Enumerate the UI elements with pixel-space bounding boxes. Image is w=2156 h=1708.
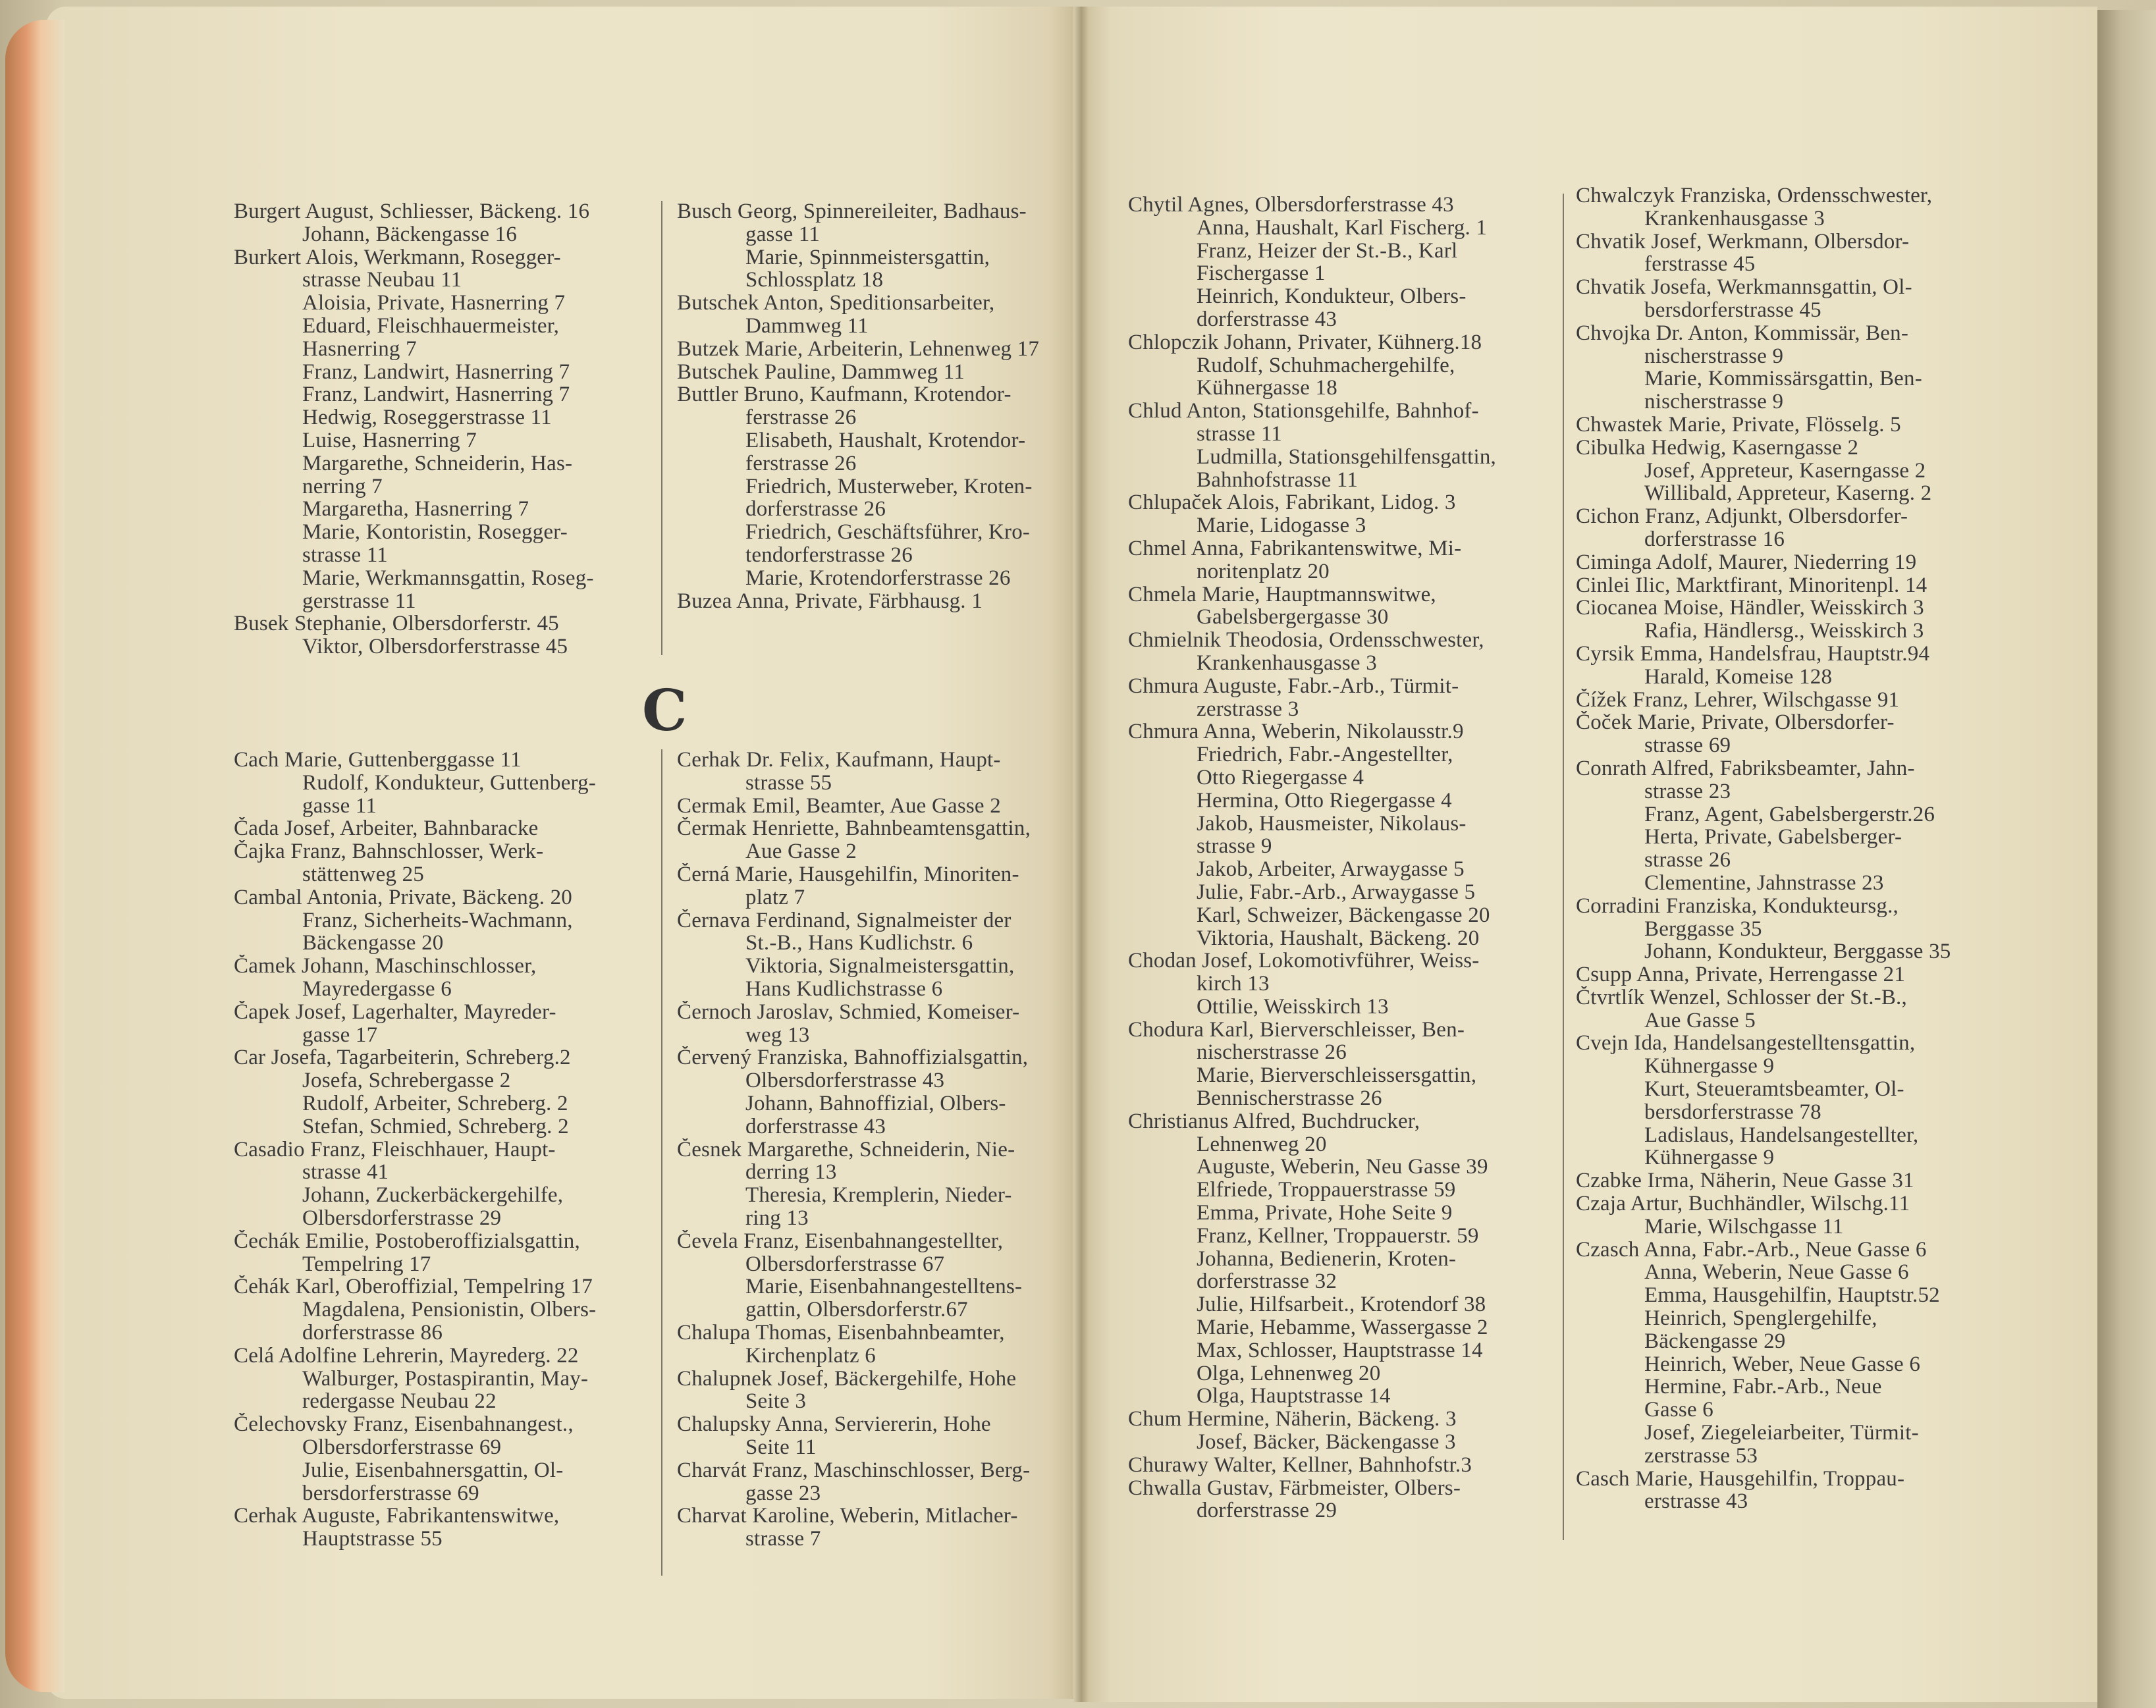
directory-entry-continuation: Anna, Weberin, Neue Gasse 6 [1644,1261,1909,1285]
directory-entry: Busek Stephanie, Olbersdorferstr. 45 [234,612,559,636]
directory-entry-continuation: zerstrasse 53 [1644,1444,1758,1468]
directory-entry-continuation: gasse 11 [302,794,377,818]
directory-entry-continuation: Elisabeth, Haushalt, Krotendor- [745,429,1026,452]
directory-entry: Čermak Henriette, Bahnbeamtensgattin, [677,817,1031,841]
directory-entry-continuation: Emma, Private, Hohe Seite 9 [1197,1202,1453,1225]
section-letter: C [642,678,687,744]
directory-entry: Čapek Josef, Lagerhalter, Mayreder- [234,1000,556,1024]
directory-entry: Čehák Karl, Oberoffizial, Tempelring 17 [234,1275,593,1299]
directory-entry-continuation: Viktor, Olbersdorferstrasse 45 [302,635,568,658]
directory-entry-continuation: Bäckengasse 29 [1644,1329,1786,1353]
directory-entry: Chlupaček Alois, Fabrikant, Lidog. 3 [1128,491,1456,515]
directory-entry: Chlud Anton, Stationsgehilfe, Bahnhof- [1128,400,1479,423]
directory-entry: Čoček Marie, Private, Olbersdorfer- [1576,711,1895,735]
directory-entry-continuation: Hedwig, Roseggerstrasse 11 [302,406,552,429]
directory-entry-continuation: Clementine, Jahnstrasse 23 [1644,871,1884,895]
directory-entry-continuation: Franz, Landwirt, Hasnerring 7 [302,360,570,384]
directory-entry-continuation: Herta, Private, Gabelsberger- [1644,826,1902,849]
directory-entry-continuation: Viktoria, Haushalt, Bäckeng. 20 [1197,926,1480,950]
directory-entry-continuation: Marie, Krotendorferstrasse 26 [745,566,1011,590]
directory-entry-continuation: Johanna, Bedienerin, Kroten- [1197,1247,1457,1271]
directory-entry-continuation: nischerstrasse 9 [1644,390,1784,414]
directory-entry-continuation: Julie, Fabr.-Arb., Arwaygasse 5 [1197,880,1476,904]
directory-entry-continuation: gerstrasse 11 [302,589,416,613]
directory-entry-continuation: strasse 41 [302,1161,389,1185]
directory-entry-continuation: strasse 11 [1197,422,1283,446]
directory-entry: Čelechovsky Franz, Eisenbahnangest., [234,1413,574,1436]
column-1 [234,200,655,658]
directory-entry: Chwastek Marie, Private, Flösselg. 5 [1576,413,1901,437]
directory-entry-continuation: Kurt, Steueramtsbeamter, Ol- [1644,1078,1904,1101]
directory-entry: Chmel Anna, Fabrikantenswitwe, Mi- [1128,537,1462,560]
directory-entry-continuation: stättenweg 25 [302,863,424,886]
directory-entry-continuation: platz 7 [745,886,805,909]
directory-entry: Chalupa Thomas, Eisenbahnbeamter, [677,1321,1005,1345]
directory-entry-continuation: Josef, Appreteur, Kaserngasse 2 [1644,459,1926,483]
directory-entry-continuation: ferstrasse 26 [745,406,857,429]
directory-entry: Chalupsky Anna, Serviererin, Hohe [677,1413,991,1436]
directory-entry-continuation: Marie, Wilschgasse 11 [1644,1215,1844,1239]
directory-entry: Čtvrtlík Wenzel, Schlosser der St.-B., [1576,986,1907,1009]
directory-entry-continuation: Schlossplatz 18 [745,269,884,292]
directory-entry-continuation: Fischergasse 1 [1197,262,1326,286]
directory-entry-continuation: Auguste, Weberin, Neu Gasse 39 [1197,1156,1488,1179]
directory-entry-continuation: Marie, Bierverschleissersgattin, [1197,1064,1477,1088]
directory-entry-continuation: Berggasse 35 [1644,917,1762,941]
column-rule [661,749,662,1576]
directory-entry: Chodura Karl, Bierverschleisser, Ben- [1128,1018,1465,1042]
directory-entry: Chmura Auguste, Fabr.-Arb., Türmit- [1128,674,1459,698]
directory-entry-continuation: Anna, Haushalt, Karl Fischerg. 1 [1197,216,1488,240]
directory-entry: Čevela Franz, Eisenbahnangestellter, [677,1229,1004,1253]
directory-entry-continuation: Willibald, Appreteur, Kaserng. 2 [1644,482,1932,506]
directory-entry-continuation: Max, Schlosser, Hauptstrasse 14 [1197,1339,1483,1362]
directory-entry-continuation: Lehnenweg 20 [1197,1133,1327,1156]
directory-entry-continuation: Marie, Kontoristin, Rosegger- [302,521,568,544]
directory-entry-continuation: Johann, Bäckengasse 16 [302,223,518,246]
directory-entry: Cibulka Hedwig, Kaserngasse 2 [1576,436,1859,460]
directory-entry-continuation: Walburger, Postaspirantin, May- [302,1367,589,1391]
directory-entry: Butzek Marie, Arbeiterin, Lehnenweg 17 [677,337,1040,361]
directory-entry-continuation: Johann, Kondukteur, Berggasse 35 [1644,940,1951,964]
directory-entry-continuation: Kühnergasse 9 [1644,1055,1775,1079]
directory-entry-continuation: Olbersdorferstrasse 67 [745,1252,945,1276]
directory-entry-continuation: nischerstrasse 26 [1197,1041,1347,1065]
directory-entry: Chum Hermine, Näherin, Bäckeng. 3 [1128,1408,1457,1431]
directory-entry: Car Josefa, Tagarbeiterin, Schreberg.2 [234,1046,571,1070]
directory-entry-continuation: Seite 3 [745,1390,807,1414]
directory-entry: Corradini Franziska, Kondukteursg., [1576,894,1899,918]
directory-entry-continuation: strasse 11 [302,543,389,567]
directory-entry: Casadio Franz, Fleischhauer, Haupt- [234,1138,556,1161]
directory-entry-continuation: dorferstrasse 26 [745,498,886,521]
directory-entry-continuation: Friedrich, Musterweber, Kroten- [745,475,1033,498]
directory-entry-continuation: Stefan, Schmied, Schreberg. 2 [302,1115,569,1138]
directory-entry-continuation: Margaretha, Hasnerring 7 [302,498,529,521]
directory-entry-continuation: Ladislaus, Handelsangestellter, [1644,1123,1919,1147]
directory-entry: Butschek Anton, Speditionsarbeiter, [677,292,995,315]
directory-entry-continuation: Magdalena, Pensionistin, Olbers- [302,1298,597,1321]
directory-entry-continuation: dorferstrasse 43 [1197,307,1337,331]
directory-entry: Chvojka Dr. Anton, Kommissär, Ben- [1576,321,1909,345]
directory-entry-continuation: Seite 11 [745,1435,817,1459]
directory-entry: Celá Adolfine Lehrerin, Mayrederg. 22 [234,1344,579,1368]
directory-entry: Cermak Emil, Beamter, Aue Gasse 2 [677,794,1001,818]
directory-entry-continuation: Bahnhofstrasse 11 [1197,468,1359,492]
directory-entry: Cerhak Auguste, Fabrikantenswitwe, [234,1505,560,1528]
column-4 [677,749,1092,1551]
directory-entry-continuation: Olbersdorferstrasse 43 [745,1069,945,1092]
directory-entry-continuation: Viktoria, Signalmeistersgattin, [745,955,1015,978]
directory-entry: Chwalczyk Franziska, Ordensschwester, [1576,184,1933,207]
directory-entry-continuation: derring 13 [745,1161,837,1185]
directory-entry-continuation: Franz, Heizer der St.-B., Karl [1197,239,1458,263]
directory-entry-continuation: strasse 7 [745,1528,821,1551]
directory-entry-continuation: Aloisia, Private, Hasnerring 7 [302,292,566,315]
directory-entry-continuation: gasse 17 [302,1023,378,1047]
directory-entry-continuation: Hasnerring 7 [302,337,417,361]
directory-entry-continuation: Harald, Komeise 128 [1644,665,1833,689]
directory-entry-continuation: strasse 23 [1644,780,1731,803]
directory-entry-continuation: St.-B., Hans Kudlichstr. 6 [745,932,973,955]
directory-entry: Čada Josef, Arbeiter, Bahnbaracke [234,817,539,841]
directory-entry-continuation: Rafia, Händlersg., Weisskirch 3 [1644,620,1924,643]
directory-entry: Čajka Franz, Bahnschlosser, Werk- [234,840,544,863]
directory-entry-continuation: Marie, Lidogasse 3 [1197,514,1366,537]
directory-entry-continuation: dorferstrasse 29 [1197,1499,1337,1523]
directory-entry-continuation: weg 13 [745,1023,810,1047]
directory-entry-continuation: Olbersdorferstrasse 29 [302,1206,502,1230]
directory-entry: Czaja Artur, Buchhändler, Wilschg.11 [1576,1192,1910,1215]
directory-entry-continuation: Josef, Ziegeleiarbeiter, Türmit- [1644,1422,1919,1445]
directory-entry: Chmielnik Theodosia, Ordensschwester, [1128,629,1484,652]
directory-entry: Česnek Margarethe, Schneiderin, Nie- [677,1138,1015,1161]
directory-entry-continuation: ferstrasse 45 [1644,253,1756,277]
directory-entry-continuation: Friedrich, Geschäftsführer, Kro- [745,521,1031,544]
directory-entry-continuation: Heinrich, Kondukteur, Olbers- [1197,285,1467,308]
directory-entry-continuation: strasse 55 [745,771,832,795]
directory-entry: Cvejn Ida, Handelsangestelltensgattin, [1576,1032,1916,1055]
directory-entry: Ciocanea Moise, Händler, Weisskirch 3 [1576,597,1924,620]
directory-entry-continuation: Olga, Lehnenweg 20 [1197,1362,1381,1385]
directory-entry-continuation: Rudolf, Kondukteur, Guttenberg- [302,771,597,795]
directory-entry: Chytil Agnes, Olbersdorferstrasse 43 [1128,194,1454,217]
directory-entry-continuation: Josefa, Schrebergasse 2 [302,1069,511,1092]
directory-entry-continuation: Otto Riegergasse 4 [1197,766,1364,789]
column-5 [1128,194,1555,1522]
directory-entry-continuation: Marie, Werkmannsgattin, Roseg- [302,566,594,590]
directory-entry: Cinlei Ilic, Marktfirant, Minoritenpl. 14 [1576,574,1927,597]
directory-entry-continuation: Karl, Schweizer, Bäckengasse 20 [1197,903,1490,927]
directory-entry-continuation: Aue Gasse 5 [1644,1009,1756,1032]
directory-entry-continuation: zerstrasse 3 [1197,697,1299,721]
directory-entry-continuation: Hauptstrasse 55 [302,1528,443,1551]
directory-entry: Buttler Bruno, Kaufmann, Krotendor- [677,383,1011,407]
directory-entry-continuation: redergasse Neubau 22 [302,1390,497,1414]
directory-entry: Chmela Marie, Hauptmannswitwe, [1128,583,1436,606]
directory-entry-continuation: gasse 11 [745,223,821,246]
directory-entry: Cichon Franz, Adjunkt, Olbersdorfer- [1576,505,1908,528]
directory-entry: Czabke Irma, Näherin, Neue Gasse 31 [1576,1169,1914,1193]
directory-entry-continuation: bersdorferstrasse 69 [302,1481,479,1505]
directory-entry-continuation: bersdorferstrasse 78 [1644,1100,1821,1124]
directory-entry: Cambal Antonia, Private, Bäckeng. 20 [234,886,573,909]
column-rule [661,201,662,655]
directory-entry-continuation: Josef, Bäcker, Bäckengasse 3 [1197,1431,1456,1454]
directory-entry-continuation: gasse 23 [745,1481,821,1505]
directory-entry-continuation: strasse Neubau 11 [302,269,462,292]
directory-entry-continuation: Theresia, Kremplerin, Nieder- [745,1184,1012,1207]
directory-entry: Casch Marie, Hausgehilfin, Troppau- [1576,1467,1905,1491]
directory-entry-continuation: Franz, Kellner, Troppauerstr. 59 [1197,1224,1479,1248]
directory-entry-continuation: dorferstrasse 86 [302,1321,443,1345]
directory-entry-continuation: bersdorferstrasse 45 [1644,298,1821,322]
directory-entry-continuation: Rudolf, Arbeiter, Schreberg. 2 [302,1092,568,1115]
directory-entry-continuation: ring 13 [745,1206,809,1230]
directory-entry: Conrath Alfred, Fabriksbeamter, Jahn- [1576,757,1915,780]
directory-entry-continuation: Hermine, Fabr.-Arb., Neue [1644,1375,1882,1399]
column-rule [1563,194,1564,1540]
directory-entry: Busch Georg, Spinnereileiter, Badhaus- [677,200,1027,223]
directory-entry-continuation: kirch 13 [1197,973,1270,996]
directory-entry: Čamek Johann, Maschinschlosser, [234,955,537,978]
directory-entry-continuation: Krankenhausgasse 3 [1644,207,1825,230]
directory-entry: Chvatik Josefa, Werkmannsgattin, Ol- [1576,276,1912,299]
directory-entry-continuation: strasse 69 [1644,734,1731,757]
directory-entry: Burkert Alois, Werkmann, Rosegger- [234,246,561,269]
directory-entry-continuation: Marie, Spinnmeistersgattin, [745,246,990,269]
directory-entry-continuation: Gabelsbergergasse 30 [1197,606,1389,629]
directory-entry-continuation: gattin, Olbersdorferstr.67 [745,1298,968,1321]
directory-entry-continuation: Luise, Hasnerring 7 [302,429,477,452]
directory-entry-continuation: Julie, Eisenbahnersgattin, Ol- [302,1458,564,1482]
directory-entry: Charvat Karoline, Weberin, Mitlacher- [677,1505,1018,1528]
directory-entry: Czasch Anna, Fabr.-Arb., Neue Gasse 6 [1576,1238,1927,1262]
directory-entry-continuation: Johann, Bahnoffizial, Olbers- [745,1092,1006,1115]
directory-entry-continuation: ferstrasse 26 [745,452,857,475]
directory-entry-continuation: Gasse 6 [1644,1399,1713,1422]
directory-entry: Chlopczik Johann, Privater, Kühnerg.18 [1128,331,1482,354]
directory-entry: Čížek Franz, Lehrer, Wilschgasse 91 [1576,688,1900,712]
directory-entry: Červený Franziska, Bahnoffizialsgattin, [677,1046,1029,1070]
directory-entry-continuation: Heinrich, Spenglergehilfe, [1644,1307,1877,1330]
directory-entry-continuation: dorferstrasse 16 [1644,527,1785,551]
directory-entry-continuation: noritenplatz 20 [1197,560,1330,583]
directory-entry: Chodan Josef, Lokomotivführer, Weiss- [1128,949,1480,973]
directory-entry: Čechák Emilie, Postoberoffizialsgattin, [234,1229,580,1253]
directory-entry-continuation: Margarethe, Schneiderin, Has- [302,452,573,475]
directory-entry-continuation: Eduard, Fleischhauermeister, [302,314,560,338]
directory-entry-continuation: Aue Gasse 2 [745,840,857,863]
directory-entry-continuation: tendorferstrasse 26 [745,543,913,567]
directory-entry-continuation: Jakob, Hausmeister, Nikolaus- [1197,812,1467,836]
directory-entry-continuation: Elfriede, Troppauerstrasse 59 [1197,1179,1456,1202]
directory-entry-continuation: nerring 7 [302,475,383,498]
directory-entry: Christianus Alfred, Buchdrucker, [1128,1109,1420,1133]
directory-entry: Charvát Franz, Maschinschlosser, Berg- [677,1458,1031,1482]
directory-entry-continuation: Kühnergasse 9 [1644,1146,1775,1170]
right-border [2097,10,2156,1708]
directory-entry-continuation: Marie, Hebamme, Wassergasse 2 [1197,1316,1488,1339]
directory-entry-continuation: Tempelring 17 [302,1252,431,1276]
directory-entry-continuation: Jakob, Arbeiter, Arwaygasse 5 [1197,858,1465,881]
directory-entry: Burgert August, Schliesser, Bäckeng. 16 [234,200,590,223]
directory-entry-continuation: Rudolf, Schuhmachergehilfe, [1197,354,1455,377]
directory-entry-continuation: strasse 26 [1644,849,1731,872]
directory-entry-continuation: Hermina, Otto Riegergasse 4 [1197,789,1452,813]
book-edge [5,20,65,1692]
directory-entry-continuation: Johann, Zuckerbäckergehilfe, [302,1184,564,1207]
directory-entry-continuation: Emma, Hausgehilfin, Hauptstr.52 [1644,1284,1940,1308]
directory-entry-continuation: Bennischerstrasse 26 [1197,1087,1382,1110]
directory-entry: Chmura Anna, Weberin, Nikolausstr.9 [1128,720,1464,744]
directory-entry-continuation: dorferstrasse 32 [1197,1270,1337,1294]
directory-entry: Černá Marie, Hausgehilfin, Minoriten- [677,863,1019,886]
directory-entry: Csupp Anna, Private, Herrengasse 21 [1576,963,1906,986]
directory-entry-continuation: Dammweg 11 [745,314,869,338]
directory-entry-continuation: Franz, Landwirt, Hasnerring 7 [302,383,570,407]
directory-entry: Černoch Jaroslav, Schmied, Komeiser- [677,1000,1020,1024]
directory-entry-continuation: dorferstrasse 43 [745,1115,886,1138]
directory-entry-continuation: erstrasse 43 [1644,1490,1748,1514]
directory-entry: Cerhak Dr. Felix, Kaufmann, Haupt- [677,749,1001,772]
directory-entry-continuation: Heinrich, Weber, Neue Gasse 6 [1644,1352,1921,1376]
directory-entry-continuation: Marie, Eisenbahnangestelltens- [745,1275,1023,1299]
directory-entry-continuation: Franz, Agent, Gabelsbergerstr.26 [1644,803,1935,826]
directory-entry-continuation: Ludmilla, Stationsgehilfensgattin, [1197,445,1496,469]
directory-entry: Ciminga Adolf, Maurer, Niederring 19 [1576,550,1917,574]
directory-entry-continuation: Friedrich, Fabr.-Angestellter, [1197,743,1453,766]
directory-entry-continuation: Kirchenplatz 6 [745,1344,876,1368]
directory-entry-continuation: Julie, Hilfsarbeit., Krotendorf 38 [1197,1293,1486,1317]
column-6 [1576,184,2003,1513]
directory-entry: Chvatik Josef, Werkmann, Olbersdor- [1576,230,1910,254]
directory-entry: Chwalla Gustav, Färbmeister, Olbers- [1128,1476,1461,1500]
directory-entry-continuation: nischerstrasse 9 [1644,344,1784,368]
directory-entry-continuation: Franz, Sicherheits-Wachmann, [302,909,573,932]
column-3 [234,749,655,1551]
directory-entry: Chalupnek Josef, Bäckergehilfe, Hohe [677,1367,1017,1391]
directory-entry: Churawy Walter, Kellner, Bahnhofstr.3 [1128,1453,1472,1477]
directory-entry-continuation: strasse 9 [1197,835,1272,859]
directory-entry: Černava Ferdinand, Signalmeister der [677,909,1011,932]
directory-entry-continuation: Olga, Hauptstrasse 14 [1197,1385,1391,1408]
directory-entry: Butschek Pauline, Dammweg 11 [677,360,965,384]
column-2 [677,200,1092,612]
directory-entry-continuation: Krankenhausgasse 3 [1197,651,1377,675]
directory-entry: Buzea Anna, Private, Färbhausg. 1 [677,589,983,613]
directory-entry-continuation: Mayredergasse 6 [302,977,452,1001]
directory-entry-continuation: Kühnergasse 18 [1197,377,1337,400]
directory-entry-continuation: Ottilie, Weisskirch 13 [1197,995,1389,1019]
directory-entry: Cach Marie, Guttenberggasse 11 [234,749,522,772]
directory-entry: Cyrsik Emma, Handelsfrau, Hauptstr.94 [1576,642,1930,666]
directory-entry-continuation: Bäckengasse 20 [302,932,444,955]
directory-entry-continuation: Olbersdorferstrasse 69 [302,1435,502,1459]
directory-entry-continuation: Marie, Kommissärsgattin, Ben- [1644,367,1922,391]
directory-entry-continuation: Hans Kudlichstrasse 6 [745,977,943,1001]
